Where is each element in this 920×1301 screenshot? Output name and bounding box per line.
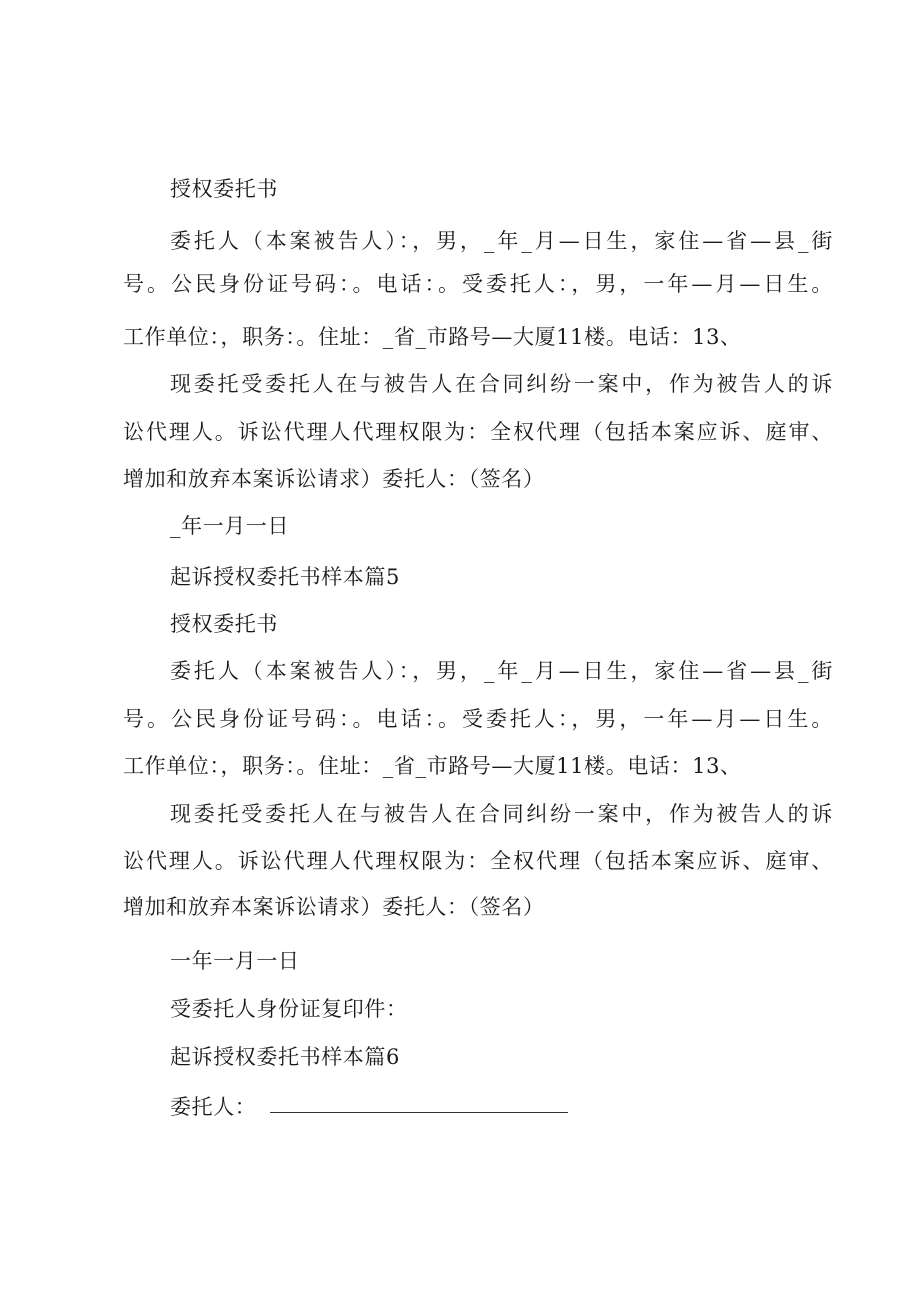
para-1-line-1: 委托人（本案被告人）：，男，_年_月—日生，家住—省—县_街 <box>170 229 833 253</box>
para-3-line-2: 号。公民身份证号码：。电话：。受委托人：，男，一年—月—日生。 <box>123 707 833 731</box>
para-4-line-1: 现委托受委托人在与被告人在合同纠纷一案中，作为被告人的诉 <box>170 802 833 826</box>
section-heading-6: 起诉授权委托书样本篇6 <box>170 1045 400 1069</box>
para-3-line-3: 工作单位：，职务：。住址：_省_市路号—大厦11楼。电话：13、 <box>123 754 742 778</box>
principal-label: 委托人： <box>170 1095 257 1119</box>
para-2-line-3: 增加和放弃本案诉讼请求）委托人：（签名） <box>123 467 545 491</box>
title-2: 授权委托书 <box>170 612 278 636</box>
para-2-line-1: 现委托受委托人在与被告人在合同纠纷一案中，作为被告人的诉 <box>170 372 833 396</box>
para-1-line-2: 号。公民身份证号码：。电话：。受委托人：，男，一年—月—日生。 <box>123 272 833 296</box>
signature-blank-line <box>270 1112 568 1113</box>
title-1: 授权委托书 <box>170 177 278 201</box>
para-3-line-1: 委托人（本案被告人）：，男，_年_月—日生，家住—省—县_街 <box>170 659 833 683</box>
para-4-line-2: 讼代理人。诉讼代理人代理权限为：全权代理（包括本案应诉、庭审、 <box>123 849 833 873</box>
para-4-line-3: 增加和放弃本案诉讼请求）委托人：（签名） <box>123 895 545 919</box>
para-1-line-3: 工作单位：，职务：。住址：_省_市路号—大厦11楼。电话：13、 <box>123 325 742 349</box>
section-heading-5: 起诉授权委托书样本篇5 <box>170 565 400 589</box>
para-2-line-2: 讼代理人。诉讼代理人代理权限为：全权代理（包括本案应诉、庭审、 <box>123 420 833 444</box>
date-line-2: 一年一月一日 <box>170 949 300 973</box>
id-copy-label: 受委托人身份证复印件： <box>170 997 408 1021</box>
date-line-1: _年一月一日 <box>170 514 290 538</box>
